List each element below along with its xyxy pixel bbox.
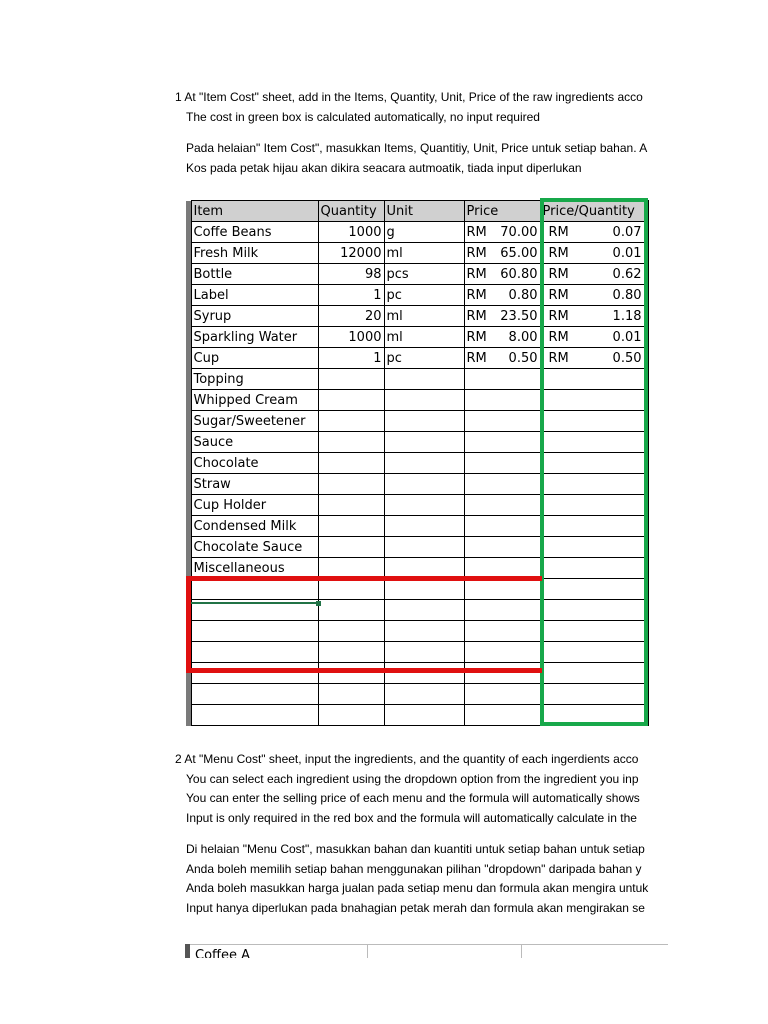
currency-label: RM (548, 350, 569, 366)
price-value: 23.50 (500, 308, 538, 324)
item-cell[interactable]: Sparkling Water (191, 327, 318, 348)
quantity-cell[interactable]: 1 (318, 285, 384, 306)
table-row (186, 369, 648, 390)
price-per-quantity-cell[interactable] (540, 306, 648, 327)
price-cell[interactable] (464, 600, 540, 621)
price-cell[interactable] (464, 663, 540, 684)
menu-label: Coffee A (195, 948, 251, 958)
instruction-line: You can select each ingredient using the dropdown option from the ingredient you inp (186, 771, 639, 786)
table-row (186, 432, 648, 453)
table-row (186, 600, 648, 621)
table-row (186, 516, 648, 537)
table-row (186, 243, 648, 264)
item-cell[interactable]: Straw (191, 474, 318, 495)
price-cell[interactable] (464, 705, 540, 726)
price-per-quantity-cell[interactable] (540, 243, 648, 264)
currency-label: RM (548, 224, 569, 240)
header-price[interactable]: Price (464, 201, 540, 222)
price-per-quantity-cell[interactable] (540, 411, 648, 432)
table-row (186, 684, 648, 705)
instruction-line: You can enter the selling price of each menu and the formula will automatically shows (186, 791, 640, 805)
instruction-line: Kos pada petak hijau akan dikira seacara autmoatik, tiada input diperlukan (186, 160, 582, 175)
ppq-value: 0.62 (612, 266, 642, 282)
price-per-quantity-cell[interactable] (540, 621, 648, 642)
table-row (186, 390, 648, 411)
price-per-quantity-cell[interactable] (540, 453, 648, 474)
currency-label: RM (466, 308, 487, 324)
price-per-quantity-cell[interactable] (540, 705, 648, 726)
price-per-quantity-cell[interactable] (540, 369, 648, 390)
currency-label: RM (466, 224, 487, 240)
price-cell[interactable] (464, 474, 540, 495)
price-per-quantity-cell[interactable] (540, 663, 648, 684)
price-cell[interactable] (464, 579, 540, 600)
item-cell[interactable] (191, 663, 318, 684)
header-quantity[interactable]: Quantity (318, 201, 384, 222)
grid-line (367, 944, 368, 958)
price-cell[interactable] (464, 369, 540, 390)
currency-label: RM (466, 329, 487, 345)
price-cell[interactable] (464, 411, 540, 432)
item-cell[interactable] (191, 705, 318, 726)
price-cell[interactable] (464, 684, 540, 705)
table-row (186, 453, 648, 474)
unit-cell[interactable] (384, 705, 464, 726)
unit-cell[interactable] (384, 579, 464, 600)
instruction-line: Pada helaian" Item Cost", masukkan Items, Quantitiy, Unit, Price untuk setiap bahan. A (186, 141, 648, 155)
unit-cell[interactable]: g (384, 222, 464, 243)
instruction-line: Input hanya diperlukan pada bnahagian petak merah dan formula akan mengirakan se (186, 900, 645, 915)
currency-label: RM (548, 245, 569, 261)
header-unit[interactable]: Unit (384, 201, 464, 222)
instructions-step-2 (175, 750, 668, 918)
header-row (186, 201, 648, 222)
ppq-value: 0.01 (612, 245, 642, 261)
price-per-quantity-cell[interactable] (540, 390, 648, 411)
menu-cost-sheet-preview (185, 944, 668, 958)
quantity-cell[interactable]: 98 (318, 264, 384, 285)
header-price-per-quantity[interactable]: Price/Quantity (540, 201, 648, 222)
price-cell[interactable] (464, 306, 540, 327)
unit-cell[interactable] (384, 369, 464, 390)
unit-cell[interactable]: ml (384, 243, 464, 264)
item-cell[interactable]: Coffe Beans (191, 222, 318, 243)
item-cell[interactable]: Cup Holder (191, 495, 318, 516)
currency-label: RM (548, 287, 569, 303)
fill-handle[interactable] (316, 601, 321, 606)
table-row (186, 411, 648, 432)
price-value: 70.00 (500, 224, 538, 240)
quantity-cell[interactable] (318, 663, 384, 684)
item-cell[interactable]: Chocolate Sauce (191, 537, 318, 558)
quantity-cell[interactable]: 20 (318, 306, 384, 327)
quantity-cell[interactable] (318, 516, 384, 537)
quantity-cell[interactable] (318, 411, 384, 432)
table-row (186, 306, 648, 327)
grid-line (521, 944, 522, 958)
quantity-cell[interactable] (318, 621, 384, 642)
quantity-cell[interactable] (318, 558, 384, 579)
quantity-cell[interactable] (318, 390, 384, 411)
price-per-quantity-cell[interactable] (540, 537, 648, 558)
price-value: 0.80 (508, 287, 538, 303)
price-cell[interactable] (464, 453, 540, 474)
unit-cell[interactable]: pc (384, 285, 464, 306)
price-per-quantity-cell[interactable] (540, 348, 648, 369)
instruction-line: Anda boleh memilih setiap bahan menggunakan pilihan "dropdown" daripada bahan y (186, 861, 642, 876)
price-cell[interactable] (464, 516, 540, 537)
unit-cell[interactable] (384, 516, 464, 537)
ppq-value: 0.50 (612, 350, 642, 366)
currency-label: RM (548, 308, 569, 324)
ppq-value: 0.01 (612, 329, 642, 345)
item-cell[interactable]: Topping (191, 369, 318, 390)
table-row (186, 705, 648, 726)
quantity-cell[interactable] (318, 684, 384, 705)
price-per-quantity-cell[interactable] (540, 474, 648, 495)
price-cell[interactable] (464, 537, 540, 558)
unit-cell[interactable] (384, 390, 464, 411)
instruction-line: 2 At "Menu Cost" sheet, input the ingredients, and the quantity of each ingerdients acco (175, 752, 639, 766)
instruction-line: The cost in green box is calculated automatically, no input required (186, 109, 540, 124)
unit-cell[interactable] (384, 642, 464, 663)
table-row (186, 348, 648, 369)
price-value: 65.00 (500, 245, 538, 261)
unit-cell[interactable] (384, 558, 464, 579)
price-cell[interactable] (464, 264, 540, 285)
unit-cell[interactable] (384, 537, 464, 558)
price-per-quantity-cell[interactable] (540, 285, 648, 306)
unit-cell[interactable] (384, 432, 464, 453)
price-cell[interactable] (464, 243, 540, 264)
quantity-cell[interactable]: 1000 (318, 327, 384, 348)
price-per-quantity-cell[interactable] (540, 600, 648, 621)
header-item[interactable]: Item (191, 201, 318, 222)
currency-label: RM (466, 350, 487, 366)
table-row (186, 579, 648, 600)
table-row (186, 495, 648, 516)
currency-label: RM (466, 287, 487, 303)
unit-cell[interactable] (384, 474, 464, 495)
price-per-quantity-cell[interactable] (540, 642, 648, 663)
item-cost-sheet (186, 200, 649, 726)
price-cell[interactable] (464, 642, 540, 663)
unit-cell[interactable]: pc (384, 348, 464, 369)
price-value: 60.80 (500, 266, 538, 282)
price-cell[interactable] (464, 390, 540, 411)
price-cell[interactable] (464, 558, 540, 579)
unit-cell[interactable]: pcs (384, 264, 464, 285)
quantity-cell[interactable] (318, 474, 384, 495)
currency-label: RM (548, 266, 569, 282)
currency-label: RM (466, 245, 487, 261)
table-row (186, 264, 648, 285)
price-per-quantity-cell[interactable] (540, 516, 648, 537)
quantity-cell[interactable] (318, 600, 384, 621)
item-cell[interactable] (191, 579, 318, 600)
item-cell[interactable] (191, 600, 318, 621)
unit-cell[interactable] (384, 621, 464, 642)
unit-cell[interactable] (384, 411, 464, 432)
unit-cell[interactable] (384, 495, 464, 516)
instruction-line: Anda boleh masukkan harga jualan pada setiap menu dan formula akan mengira untuk (186, 881, 649, 895)
unit-cell[interactable] (384, 663, 464, 684)
item-cell[interactable]: Sauce (191, 432, 318, 453)
item-cell[interactable]: Sugar/Sweetener (191, 411, 318, 432)
table-row (186, 474, 648, 495)
instruction-line: Input is only required in the red box and the formula will automatically calculate in the (186, 810, 637, 825)
grid-line (190, 944, 668, 945)
price-per-quantity-cell[interactable] (540, 432, 648, 453)
unit-cell[interactable] (384, 684, 464, 705)
price-per-quantity-cell[interactable] (540, 222, 648, 243)
item-cell[interactable]: Chocolate (191, 453, 318, 474)
instruction-line: Di helaian "Menu Cost", masukkan bahan dan kuantiti untuk setiap bahan untuk setiap (186, 842, 645, 856)
unit-cell[interactable]: ml (384, 327, 464, 348)
price-cell[interactable] (464, 495, 540, 516)
row-gutter (185, 944, 190, 958)
price-per-quantity-cell[interactable] (540, 327, 648, 348)
table-row (186, 621, 648, 642)
price-cell[interactable] (464, 621, 540, 642)
unit-cell[interactable] (384, 600, 464, 621)
unit-cell[interactable]: ml (384, 306, 464, 327)
item-cell[interactable] (191, 642, 318, 663)
table-row (186, 537, 648, 558)
table-row (186, 558, 648, 579)
item-cell[interactable]: Cup (191, 348, 318, 369)
item-cell[interactable]: Bottle (191, 264, 318, 285)
price-per-quantity-cell[interactable] (540, 264, 648, 285)
item-cell[interactable]: Label (191, 285, 318, 306)
table-row (186, 327, 648, 348)
currency-label: RM (466, 266, 487, 282)
unit-cell[interactable] (384, 453, 464, 474)
item-cell[interactable]: Fresh Milk (191, 243, 318, 264)
quantity-cell[interactable] (318, 369, 384, 390)
ppq-value: 0.80 (612, 287, 642, 303)
item-cell[interactable] (191, 621, 318, 642)
table-row (186, 663, 648, 684)
table-row (186, 285, 648, 306)
quantity-cell[interactable]: 12000 (318, 243, 384, 264)
price-value: 8.00 (508, 329, 538, 345)
quantity-cell[interactable] (318, 453, 384, 474)
table-row (186, 222, 648, 243)
item-cell[interactable]: Condensed Milk (191, 516, 318, 537)
quantity-cell[interactable] (318, 432, 384, 453)
quantity-cell[interactable] (318, 537, 384, 558)
price-cell[interactable] (464, 348, 540, 369)
quantity-cell[interactable] (318, 579, 384, 600)
price-per-quantity-cell[interactable] (540, 495, 648, 516)
quantity-cell[interactable] (318, 705, 384, 726)
item-cell[interactable]: Whipped Cream (191, 390, 318, 411)
price-cell[interactable] (464, 285, 540, 306)
price-cell[interactable] (464, 222, 540, 243)
instruction-line: 1 At "Item Cost" sheet, add in the Items, Quantity, Unit, Price of the raw ingredients acco (175, 90, 643, 104)
item-cell[interactable] (191, 684, 318, 705)
price-cell[interactable] (464, 327, 540, 348)
ppq-value: 1.18 (612, 308, 642, 324)
item-cell[interactable]: Miscellaneous (191, 558, 318, 579)
price-per-quantity-cell[interactable] (540, 579, 648, 600)
currency-label: RM (548, 329, 569, 345)
price-per-quantity-cell[interactable] (540, 558, 648, 579)
price-cell[interactable] (464, 432, 540, 453)
quantity-cell[interactable]: 1000 (318, 222, 384, 243)
instructions-step-1 (175, 88, 668, 178)
quantity-cell[interactable] (318, 642, 384, 663)
price-per-quantity-cell[interactable] (540, 684, 648, 705)
price-value: 0.50 (508, 350, 538, 366)
ppq-value: 0.07 (612, 224, 642, 240)
quantity-cell[interactable]: 1 (318, 348, 384, 369)
quantity-cell[interactable] (318, 495, 384, 516)
table-row (186, 642, 648, 663)
item-cell[interactable]: Syrup (191, 306, 318, 327)
